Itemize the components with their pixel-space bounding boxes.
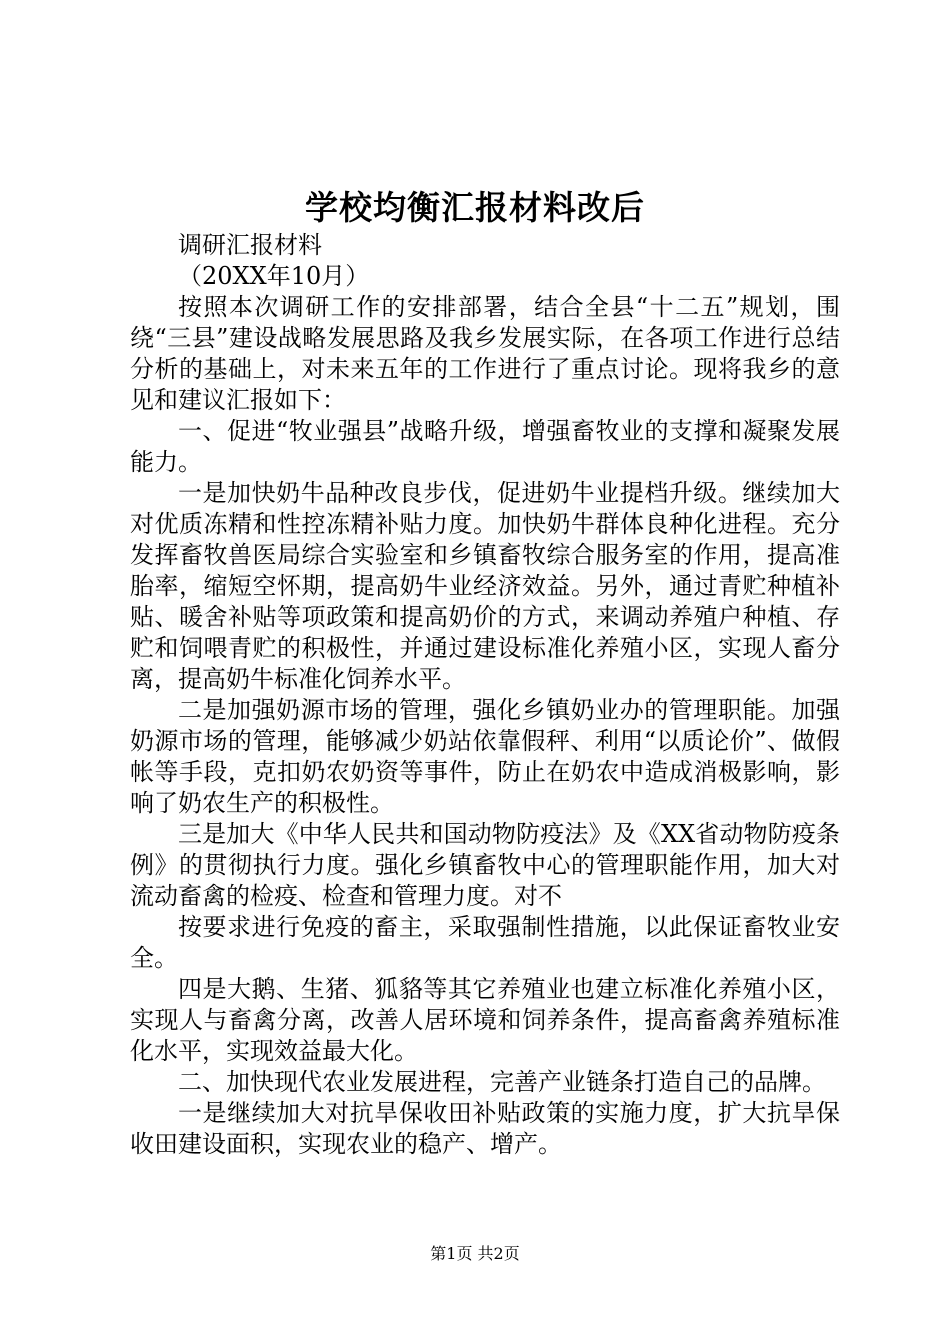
paragraph: 二是加强奶源市场的管理，强化乡镇奶业办的管理职能。加强奶源市场的管理，能够减少奶站依靠假秤、利用“以质论价”、做假帐等手段，克扣奶农奶资等事件，防止在奶农中造成消极影响，影响了奶农生产的积极性。 [130,696,840,817]
paragraph: 四是大鹅、生猪、狐貉等其它养殖业也建立标准化养殖小区，实现人与畜禽分离，改善人居环境和饲养条件，提高畜禽养殖标准化水平，实现效益最大化。 [130,975,840,1065]
document-title: 学校均衡汇报材料改后 [305,188,645,227]
paragraph: 按照本次调研工作的安排部署，结合全县“十二五”规划，围绕“三县”建设战略发展思路及我乡发展实际，在各项工作进行总结分析的基础上，对未来五年的工作进行了重点讨论。现将我乡的意见和建议汇报如下： [130,293,840,414]
paragraph: 一、促进“牧业强县”战略升级，增强畜牧业的支撑和凝聚发展能力。 [130,417,840,476]
paragraph: 二、加快现代农业发展进程，完善产业链条打造自己的品牌。 [178,1068,826,1096]
paragraph: 按要求进行免疫的畜主，采取强制性措施，以此保证畜牧业安全。 [130,913,840,972]
paragraph: 一是加快奶牛品种改良步伐，促进奶牛业提档升级。继续加大对优质冻精和性控冻精补贴力度。加快奶牛群体良种化进程。充分发挥畜牧兽医局综合实验室和乡镇畜牧综合服务室的作用，提高准胎率，缩短空怀期，提高奶牛业经济效益。另外，通过青贮种植补贴、暖舍补贴等项政策和提高奶价的方式，来调动养殖户种植、存贮和饲喂青贮的积极性，并通过建设标准化养殖小区，实现人畜分离，提高奶牛标准化饲养水平。 [130,479,840,693]
paragraph: （20XX年10月） [178,262,370,290]
paragraph: 调研汇报材料 [178,231,322,259]
paragraph: 一是继续加大对抗旱保收田补贴政策的实施力度，扩大抗旱保收田建设面积，实现农业的稳产、增产。 [130,1099,840,1158]
paragraph: 三是加大《中华人民共和国动物防疫法》及《XX省动物防疫条例》的贯彻执行力度。强化乡镇畜牧中心的管理职能作用，加大对流动畜禽的检疫、检查和管理力度。对不 [130,820,840,910]
page-footer: 第1页 共2页 [430,1244,520,1263]
document-body [130,230,840,1160]
